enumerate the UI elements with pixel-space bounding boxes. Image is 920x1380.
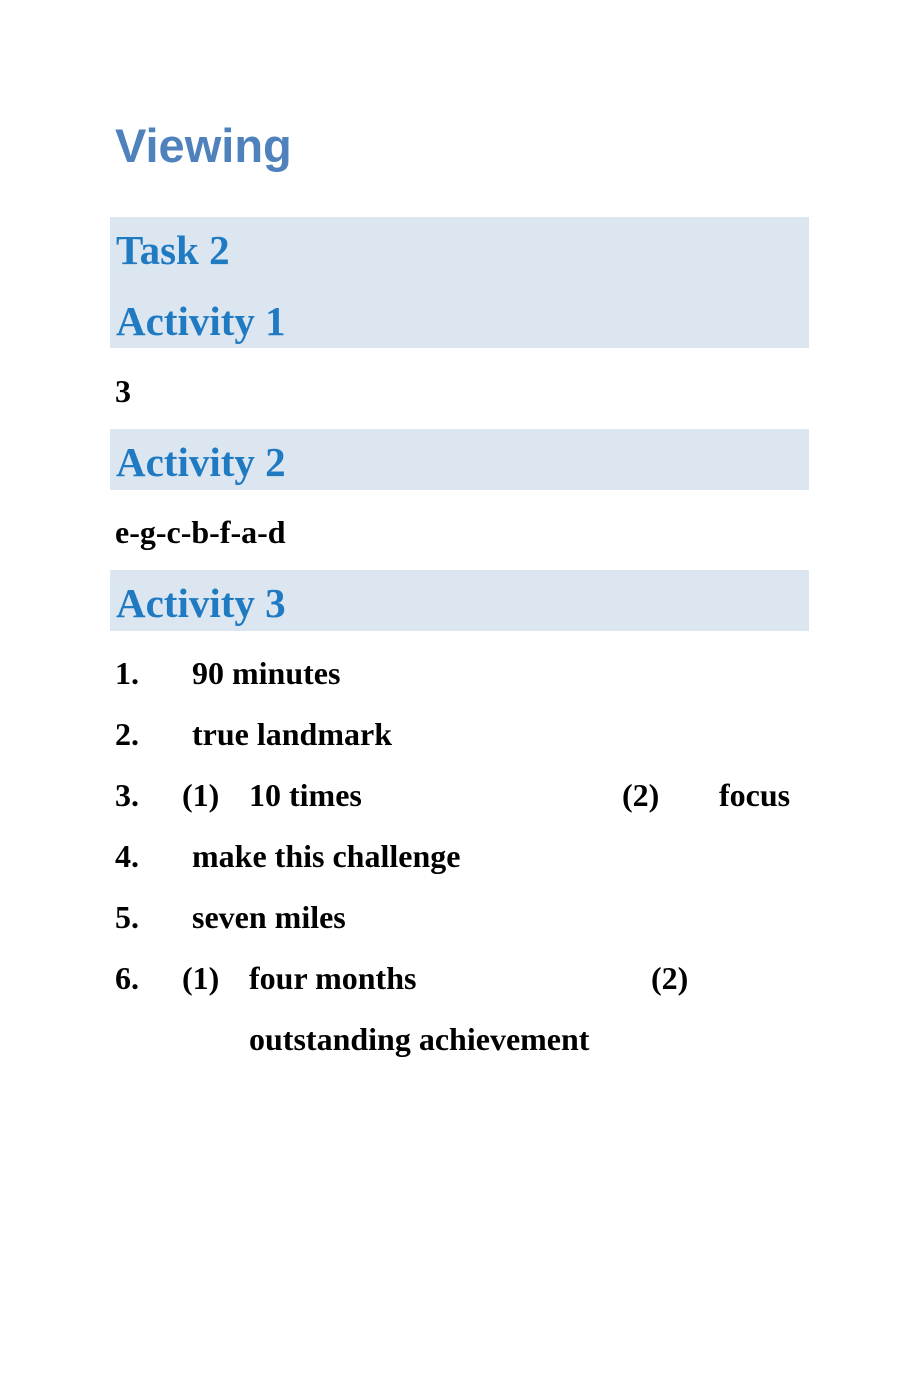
activity-3-heading: Activity 3: [116, 580, 286, 626]
sub-item-marker-1: (1): [182, 777, 220, 813]
sub-item-answer-1: 10 times: [249, 777, 362, 813]
activity-1-heading: Activity 1: [116, 298, 286, 344]
sub-item-answer-2: outstanding achievement: [249, 1021, 590, 1057]
activity-2-answer: e-g-c-b-f-a-d: [115, 514, 286, 550]
sub-item-marker-1: (1): [182, 960, 220, 996]
sub-item-marker-2: (2): [622, 777, 660, 813]
item-answer: seven miles: [192, 899, 346, 935]
activity-1-answer: 3: [115, 373, 131, 409]
item-answer: 90 minutes: [192, 655, 341, 691]
item-number: 2.: [115, 716, 139, 752]
task-heading: Task 2: [116, 227, 230, 273]
page-title: Viewing: [115, 119, 292, 172]
item-answer: make this challenge: [192, 838, 461, 874]
activity-2-heading: Activity 2: [116, 439, 286, 485]
sub-item-marker-2: (2): [651, 960, 689, 996]
sub-item-answer-2: focus: [719, 777, 791, 813]
item-number: 5.: [115, 899, 139, 935]
item-answer: true landmark: [192, 716, 392, 752]
item-number: 4.: [115, 838, 139, 874]
item-number: 1.: [115, 655, 139, 691]
sub-item-answer-1: four months: [249, 960, 417, 996]
item-number: 3.: [115, 777, 139, 813]
item-number: 6.: [115, 960, 139, 996]
